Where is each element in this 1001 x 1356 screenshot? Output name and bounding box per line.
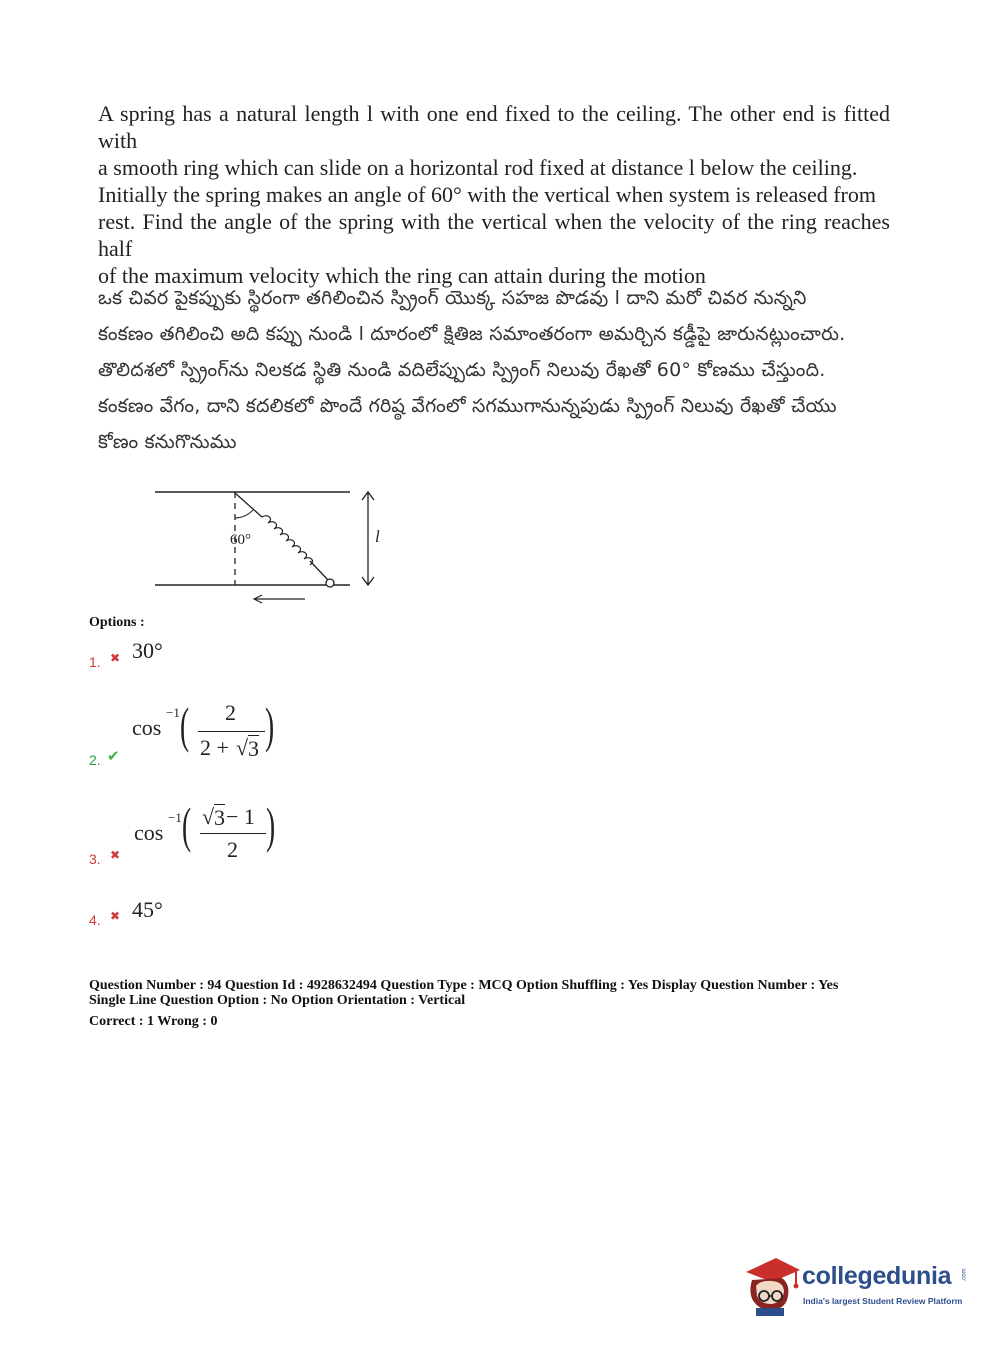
spring-coil	[262, 516, 312, 565]
question-line: a smooth ring which can slide on a horizontal rod fixed at distance l below the ceiling.	[98, 155, 858, 180]
metadata-line: Single Line Question Option : No Option Orientation : Vertical	[89, 993, 466, 1008]
option-text: 30°	[132, 638, 163, 663]
option-number: 4.	[89, 912, 101, 928]
question-line: తొలిదశలో స్ప్రింగ్‌ను నిలకడ స్థితి నుండి వదిలేప్పుడు స్ప్రింగ్ నిలువు రేఖతో 60° కోణము చేస్తుంది.	[98, 359, 826, 381]
wrong-icon: ✖	[110, 651, 121, 665]
question-text-english	[98, 100, 890, 289]
question-text-telugu	[98, 280, 890, 460]
option-formula: cos −1 ( 2 2 + √ 3 )	[132, 697, 275, 761]
option-formula: cos −1 ( √ 3 − 1 2 )	[134, 797, 276, 862]
length-label: l	[375, 527, 380, 546]
check-icon: ✔	[107, 747, 120, 765]
option-text: 45°	[132, 897, 163, 922]
mascot-icon	[742, 1250, 802, 1320]
question-line: ఒక చివర పైకప్పుకు స్థిరంగా తగిలించిన స్ప్రింగ్ యొక్క సహజ పొడవు l దాని మరో చివర నున్నని	[98, 287, 807, 309]
spring-diagram	[150, 484, 390, 604]
wrong-icon: ✖	[110, 909, 121, 923]
question-line: Initially the spring makes an angle of 60° with the vertical when system is released from	[98, 182, 876, 207]
angle-arc	[235, 510, 253, 518]
logo-com: .com	[961, 1268, 968, 1282]
logo-tagline: India's largest Student Review Platform	[803, 1296, 963, 1306]
option-number: 1.	[89, 654, 101, 670]
logo-name: collegedunia	[802, 1262, 952, 1290]
options-heading: Options :	[89, 615, 145, 630]
question-line: కంకణం తగిలించి అది కప్పు నుండి l దూరంలో క్షితిజ సమాంతరంగా అమర్చిన కడ్డీపై జారునట్లుంచారు.	[98, 323, 846, 345]
score-line: Correct : 1 Wrong : 0	[89, 1014, 218, 1029]
collegedunia-logo[interactable]	[742, 1250, 972, 1320]
question-line: కంకణం వేగం, దాని కదలికలో పొందే గరిష్ఠ వేగంలో సగముగానున్నపుడు స్ప్రింగ్ నిలువు రేఖతో చేయు	[98, 395, 837, 417]
spring-lower-segment	[310, 561, 328, 580]
question-metadata	[89, 978, 919, 1008]
ring	[326, 579, 334, 587]
question-line: of the maximum velocity which the ring can attain during the motion	[98, 263, 706, 288]
question-line: rest. Find the angle of the spring with the vertical when the velocity of the ring reaches half	[98, 209, 890, 261]
option-number: 3.	[89, 851, 101, 867]
option-number: 2.	[89, 752, 101, 768]
angle-label: 60°	[230, 532, 251, 548]
wrong-icon: ✖	[110, 848, 121, 862]
question-line: A spring has a natural length l with one end fixed to the ceiling. The other end is fitted with	[98, 101, 890, 153]
metadata-line: Question Number : 94 Question Id : 4928632494 Question Type : MCQ Option Shuffling : Yes Display Question Number : Yes	[89, 978, 839, 993]
question-line: కోణం కనుగొనుము	[98, 431, 237, 453]
